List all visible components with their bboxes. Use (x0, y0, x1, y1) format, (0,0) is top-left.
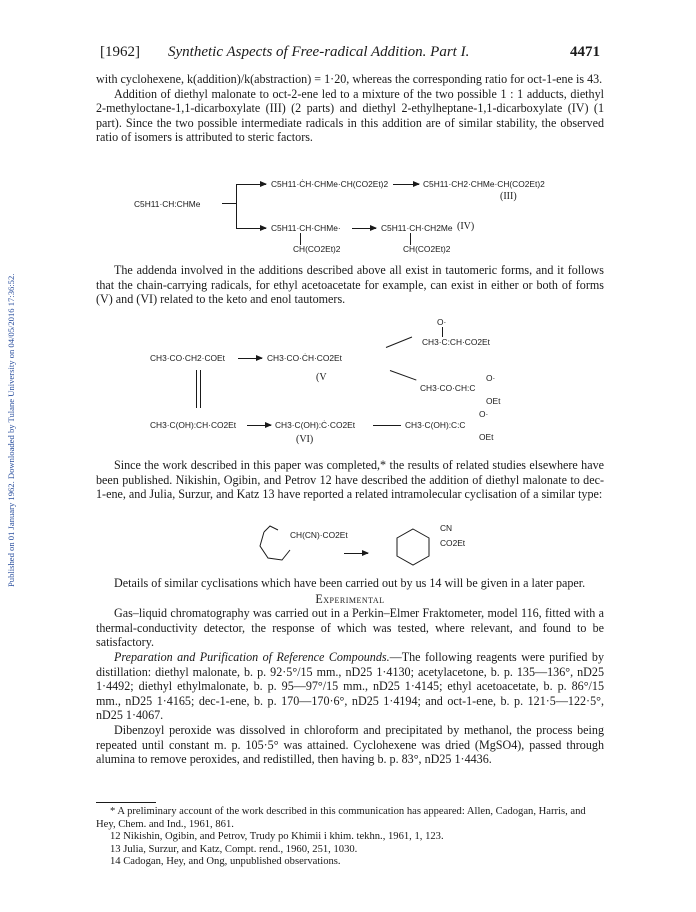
paragraph-7-body: —The following reagents were purified by distillation: diethyl malonate, b. p. 92·5°/15 mm., nD25 1·4130; acetylacetone, b. p. 135—136°, nD25 1·4492; diethyl ethylmalonate, b. p. 95—97°/15 mm., nD25 1·4145; ethyl acetoacetate, b. p. 86°/15 mm., nD25 1·4165; dec-1-ene, b. p. 170—170·6°, nD25 1·4194; and oct-1-ene, b. p. 121·5—122·5°, nD25 1·4067. (96, 649, 604, 723)
scheme2-keto-radical: CH3·CO·ĊH·CO2Et (267, 353, 342, 363)
tautomer-text (96, 263, 604, 307)
scheme2-mid-right-oet: OEt (486, 396, 501, 406)
paragraph-7 (96, 650, 604, 723)
scheme1-top-product: C5H11·CH2·CHMe·CH(CO2Et)2 (423, 179, 545, 189)
paragraph-2: Addition of diethyl malonate to oct-2-ene led to a mixture of the two possible 1 : 1 adducts, diethyl 2-methyloctane-1,1-dicarboxylate (III) (2 parts) and diethyl 2-ethylheptane-1,1-dicarboxylate (IV) (1 part). Since the two possible intermediate radicals in this addition are of similar stability, the observed ratio of isomers is attributed to steric factors. (96, 86, 604, 145)
scheme1-arrow-bottom2 (352, 228, 376, 229)
scheme2-enol: CH3·C(OH):CH·CO2Et (150, 420, 237, 430)
label-III: (III) (500, 191, 517, 202)
scheme2-diag-up (386, 337, 412, 348)
scheme2-mid-right: CH3·CO·CH:C (420, 383, 476, 393)
scheme2-top-radical: CH3·C:CH·CO2Et (422, 337, 490, 347)
scheme2-resonance-arrow (373, 425, 401, 426)
header-year: [1962] (100, 44, 140, 60)
tautomer-equilibrium-left (196, 370, 197, 408)
paragraph-3: The addenda involved in the additions described above all exist in tautomeric forms, and it follows that the chain-carrying radicals, for ethyl acetoacetate for example, can exist in either or both of forms (V) and (VI) related to the keto and enol tautomers. (96, 263, 604, 307)
scheme1-start: C5H11·CH:CHMe (134, 199, 201, 209)
scheme1-branch-v (236, 184, 237, 228)
footnote-rule (96, 802, 156, 803)
label-VI: (VI) (296, 434, 314, 445)
scheme1-bottom-product: C5H11·CH·CH2Me (381, 223, 453, 233)
label-IV: (IV) (457, 221, 475, 232)
paragraph-4: Since the work described in this paper was completed,* the results of related studies elsewhere have been published. Nikishin, Ogibin, and Petrov 12 have described the addition of diethyl malonate to dec-1-ene, and Julia, Surzur, and Katz 13 have reported a related intramolecular cyclisation of a similar type: (96, 458, 604, 502)
cyclohexane-ring-diagram (393, 525, 433, 569)
footnotes (96, 806, 604, 869)
scheme2-top-o: O· (437, 317, 447, 327)
scheme3-co2et: CO2Et (440, 538, 466, 548)
paragraph-8: Dibenzoyl peroxide was dissolved in chloroform and precipitated by methanol, the process being repeated until constant m. p. 105·5° was attained. Cyclohexene was dried (MgSO4), passed through alumina to remove peroxides, and redistilled, then having b. p. 83°, nD25 1·4436. (96, 722, 604, 767)
page-header (100, 44, 600, 64)
scheme2-diag-down (390, 370, 417, 381)
scheme1-bottom-product-sub: CH(CO2Et)2 (403, 244, 451, 254)
scheme2-keto: CH3·CO·CH2·COEt (150, 353, 225, 363)
scheme2-arrow-enol (247, 425, 271, 426)
scheme3-arrow (344, 553, 368, 554)
tautomer-equilibrium-right (200, 370, 201, 408)
scheme1-arrow-top2 (393, 184, 419, 185)
scheme2-co-bond (442, 327, 443, 337)
scheme3-cn: CN (440, 523, 453, 533)
scheme2-enol-radical: CH3·C(OH):Ċ·CO2Et (275, 420, 356, 430)
scheme1-arrow-bottom (236, 228, 266, 229)
section-heading-experimental: Experimental (315, 591, 385, 606)
scheme1-bottom-sub: CH(CO2Et)2 (293, 244, 341, 254)
related-work-text (96, 458, 604, 502)
footnote-12: 12 Nikishin, Ogibin, and Petrov, Trudy po Khimii i khim. tekhn., 1961, 1, 123. (110, 831, 444, 843)
scheme1-arrow-top (236, 184, 266, 185)
label-V: (V (316, 372, 327, 383)
paragraph-5: Details of similar cyclisations which have been carried out by us 14 will be given in a later paper. (114, 576, 586, 590)
scheme2-enol-right: CH3·C(OH):C:C (405, 420, 466, 430)
intro-text (96, 72, 604, 145)
download-notice: Published on 01 January 1962. Downloaded by Tulane University on 04/05/2016 17:36:52. (6, 273, 16, 587)
paragraph-6: Gas–liquid chromatography was carried out in a Perkin–Elmer Fraktometer, model 116, fitted with a thermal-conductivity detector, the response of which was tested, where relevant, and found to be satisfactory. (96, 606, 604, 650)
scheme2-enol-right-oet: OEt (479, 432, 494, 442)
page-number: 4471 (570, 44, 600, 60)
scheme3-reactant: CH(CN)·CO2Et (290, 530, 348, 540)
header-title: Synthetic Aspects of Free-radical Addition. Part I. (168, 44, 470, 60)
footnote-star: * A preliminary account of the work described in this communication has appeared: Allen, Cadogan, Harris, and Hey, Chem. and Ind., 1961, 861. (96, 806, 586, 830)
scheme2-arrow-keto (238, 358, 262, 359)
scheme1-bottom-radical: C5H11·CH·CHMe· (271, 223, 341, 233)
footnote-13: 13 Julia, Surzur, and Katz, Compt. rend., 1960, 251, 1030. (110, 843, 358, 855)
scheme1-top-radical: C5H11·ĊH·CHMe·CH(CO2Et)2 (271, 179, 389, 189)
scheme1-branch-h (222, 203, 236, 204)
scheme2-mid-right-o: O· (486, 373, 496, 383)
paragraph-1: with cyclohexene, k(addition)/k(abstraction) = 1·20, whereas the corresponding ratio for oct-1-ene is 43. (96, 72, 603, 86)
details-text (96, 576, 604, 767)
paragraph-7-heading: Preparation and Purification of Reference Compounds. (114, 649, 390, 664)
scheme2-enol-right-o: O· (479, 409, 489, 419)
footnote-14: 14 Cadogan, Hey, and Ong, unpublished observations. (110, 856, 341, 868)
